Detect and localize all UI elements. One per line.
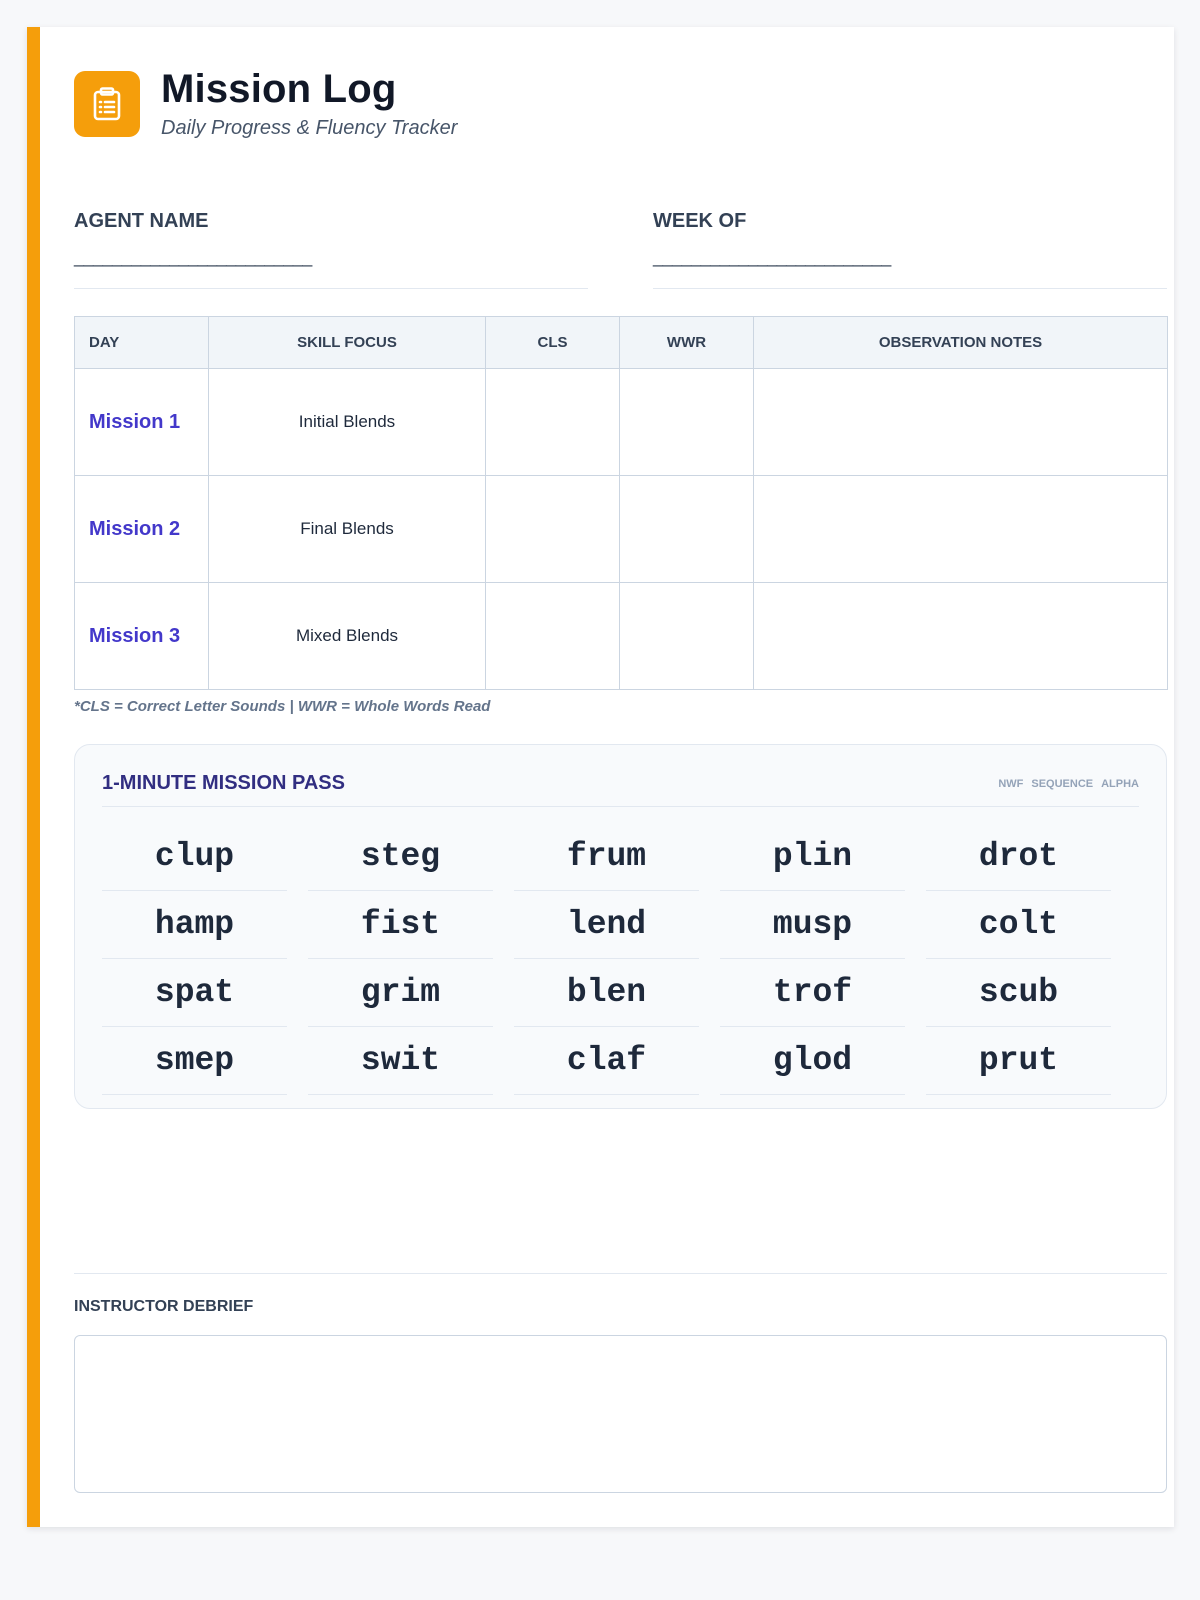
nonsense-word: spat xyxy=(102,959,287,1027)
cls-cell[interactable] xyxy=(486,476,620,583)
observation-notes-cell[interactable] xyxy=(754,476,1168,583)
table-row xyxy=(75,583,1168,690)
nonsense-word: smep xyxy=(102,1027,287,1095)
wwr-cell[interactable] xyxy=(620,583,754,690)
agent-name-label: AGENT NAME xyxy=(74,210,209,232)
agent-name-field[interactable] xyxy=(74,210,588,289)
section-divider xyxy=(74,1273,1167,1274)
nonsense-word: drot xyxy=(926,823,1111,891)
nonsense-word: grim xyxy=(308,959,493,1027)
table-row xyxy=(75,369,1168,476)
nonsense-word: clup xyxy=(102,823,287,891)
column-header-cls: CLS xyxy=(486,317,620,369)
skill-focus-cell: Final Blends xyxy=(209,476,486,583)
page-title: Mission Log xyxy=(161,67,397,111)
skill-focus-cell: Initial Blends xyxy=(209,369,486,476)
accent-bar xyxy=(27,27,40,1527)
nonsense-word: lend xyxy=(514,891,699,959)
page-subtitle: Daily Progress & Fluency Tracker xyxy=(161,117,458,139)
nonsense-word: steg xyxy=(308,823,493,891)
nonsense-word: musp xyxy=(720,891,905,959)
agent-name-line: _________________________ xyxy=(74,247,312,267)
column-header-day: DAY xyxy=(75,317,209,369)
wwr-cell[interactable] xyxy=(620,369,754,476)
abbreviation-note: *CLS = Correct Letter Sounds | WWR = Whole Words Read xyxy=(74,698,491,715)
nonsense-word: scub xyxy=(926,959,1111,1027)
week-of-label: WEEK OF xyxy=(653,210,747,232)
skill-focus-cell: Mixed Blends xyxy=(209,583,486,690)
table-header-row xyxy=(75,317,1168,369)
title-block xyxy=(161,67,457,140)
column-header-skill-focus: SKILL FOCUS xyxy=(209,317,486,369)
week-of-field[interactable] xyxy=(653,210,1167,289)
week-of-line: _________________________ xyxy=(653,247,891,267)
clipboard-icon xyxy=(74,71,140,137)
observation-notes-cell[interactable] xyxy=(754,583,1168,690)
nonsense-word: prut xyxy=(926,1027,1111,1095)
wwr-cell[interactable] xyxy=(620,476,754,583)
mission-log-table xyxy=(74,316,1168,690)
day-cell: Mission 2 xyxy=(75,476,209,583)
observation-notes-cell[interactable] xyxy=(754,369,1168,476)
table-row xyxy=(75,476,1168,583)
nonsense-word: hamp xyxy=(102,891,287,959)
worksheet-page xyxy=(27,27,1174,1527)
instructor-debrief-box[interactable] xyxy=(74,1335,1167,1493)
nonsense-word: colt xyxy=(926,891,1111,959)
nonsense-word: plin xyxy=(720,823,905,891)
cls-cell[interactable] xyxy=(486,369,620,476)
word-grid xyxy=(102,823,1113,1095)
cls-cell[interactable] xyxy=(486,583,620,690)
tag-nwf: NWF xyxy=(998,778,1024,790)
mission-pass-header xyxy=(102,772,1139,807)
day-cell: Mission 1 xyxy=(75,369,209,476)
tag-alpha: ALPHA xyxy=(1101,778,1139,790)
instructor-debrief-label: INSTRUCTOR DEBRIEF xyxy=(74,1298,254,1315)
mission-pass-title: 1-MINUTE MISSION PASS xyxy=(102,772,345,794)
tag-sequence: SEQUENCE xyxy=(1031,778,1094,790)
nonsense-word: trof xyxy=(720,959,905,1027)
nonsense-word: fist xyxy=(308,891,493,959)
column-header-observation-notes: OBSERVATION NOTES xyxy=(754,317,1168,369)
nonsense-word: frum xyxy=(514,823,699,891)
nonsense-word: claf xyxy=(514,1027,699,1095)
mission-pass-tags xyxy=(998,778,1139,790)
nonsense-word: swit xyxy=(308,1027,493,1095)
nonsense-word: glod xyxy=(720,1027,905,1095)
page-header xyxy=(74,67,457,140)
day-cell: Mission 3 xyxy=(75,583,209,690)
mission-pass-card xyxy=(74,744,1167,1109)
column-header-wwr: WWR xyxy=(620,317,754,369)
nonsense-word: blen xyxy=(514,959,699,1027)
student-fields xyxy=(74,210,1167,289)
